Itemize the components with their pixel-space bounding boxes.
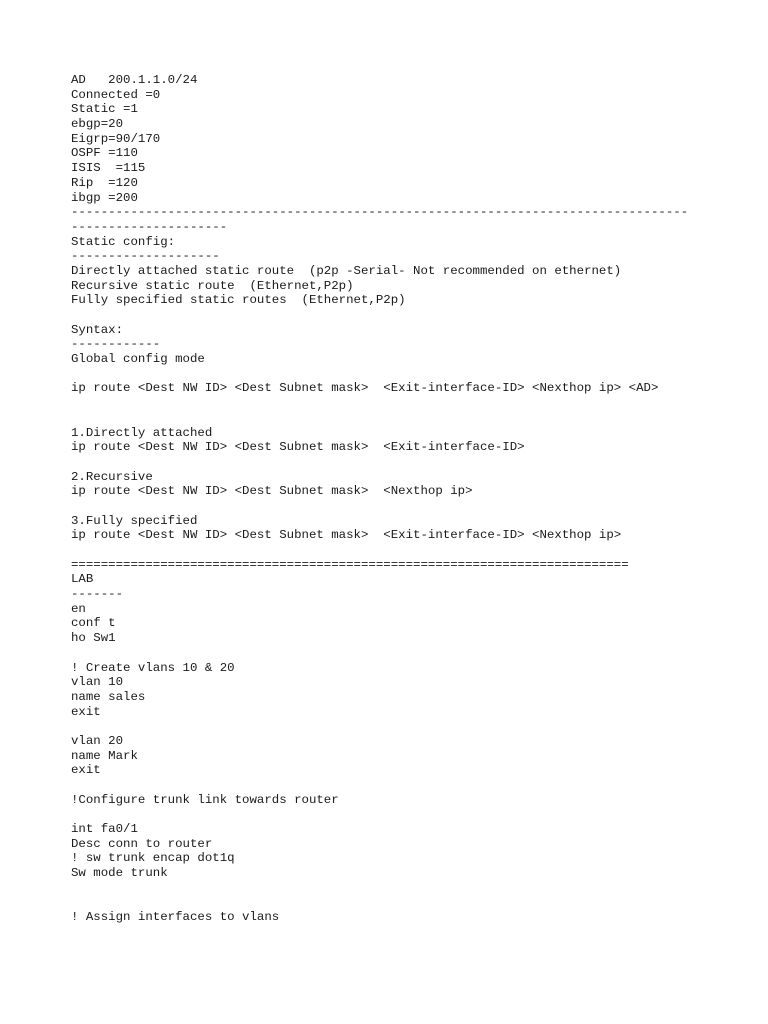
text-line bbox=[71, 367, 751, 382]
text-line: ! sw trunk encap dot1q bbox=[71, 851, 235, 866]
text-line: Static =1 bbox=[71, 102, 138, 117]
document-text-body bbox=[71, 73, 751, 925]
text-line: 1.Directly attached bbox=[71, 425, 213, 440]
text-line: 2.Recursive bbox=[71, 469, 153, 484]
text-line: Eigrp=90/170 bbox=[71, 131, 161, 146]
text-line: Global config mode bbox=[71, 352, 205, 367]
text-line bbox=[71, 455, 751, 470]
text-line: Rip =120 bbox=[71, 175, 138, 190]
text-line: !Configure trunk link towards router bbox=[71, 792, 339, 807]
text-line bbox=[71, 411, 751, 426]
text-line: exit bbox=[71, 704, 101, 719]
text-line bbox=[71, 778, 751, 793]
text-line: LAB bbox=[71, 572, 94, 587]
text-line: ip route <Dest NW ID> <Dest Subnet mask> <Exit-interface-ID> bbox=[71, 440, 525, 455]
text-line: ------- bbox=[71, 587, 124, 602]
text-line: 3.Fully specified bbox=[71, 513, 198, 528]
text-line: Desc conn to router bbox=[71, 836, 213, 851]
text-line bbox=[71, 807, 751, 822]
text-line: ibgp =200 bbox=[71, 190, 138, 205]
text-line: name Mark bbox=[71, 748, 138, 763]
text-line: ip route <Dest NW ID> <Dest Subnet mask> <Exit-interface-ID> <Nexthop ip> <AD> bbox=[71, 381, 659, 396]
text-line: ----------------------------------------------------------------------------------- bbox=[71, 205, 689, 220]
text-line: ------------ bbox=[71, 337, 161, 352]
text-line bbox=[71, 719, 751, 734]
text-line: en bbox=[71, 601, 86, 616]
text-line: OSPF =110 bbox=[71, 146, 138, 161]
text-line bbox=[71, 396, 751, 411]
text-line: Syntax: bbox=[71, 322, 124, 337]
text-line: =========================================================================== bbox=[71, 557, 629, 572]
text-line: Fully specified static routes (Ethernet,P2p) bbox=[71, 293, 406, 308]
text-line: --------------------- bbox=[71, 219, 228, 234]
text-line: Directly attached static route (p2p -Serial- Not recommended on ethernet) bbox=[71, 263, 622, 278]
text-line: Connected =0 bbox=[71, 87, 161, 102]
text-line bbox=[71, 881, 751, 896]
text-line: ho Sw1 bbox=[71, 631, 116, 646]
text-line: ip route <Dest NW ID> <Dest Subnet mask> <Exit-interface-ID> <Nexthop ip> bbox=[71, 528, 622, 543]
text-line: ! Assign interfaces to vlans bbox=[71, 910, 280, 925]
text-line: ! Create vlans 10 & 20 bbox=[71, 660, 235, 675]
text-line bbox=[71, 543, 751, 558]
text-line bbox=[71, 646, 751, 661]
text-line: Static config: bbox=[71, 234, 176, 249]
text-line: ebgp=20 bbox=[71, 117, 124, 132]
text-line: ISIS =115 bbox=[71, 161, 146, 176]
text-line: vlan 20 bbox=[71, 733, 124, 748]
text-line: -------------------- bbox=[71, 249, 220, 264]
text-line: conf t bbox=[71, 616, 116, 631]
text-line: Recursive static route (Ethernet,P2p) bbox=[71, 278, 354, 293]
text-line: vlan 10 bbox=[71, 675, 124, 690]
text-line bbox=[71, 896, 751, 911]
text-line bbox=[71, 308, 751, 323]
text-line: exit bbox=[71, 763, 101, 778]
text-line: Sw mode trunk bbox=[71, 866, 168, 881]
text-line: ip route <Dest NW ID> <Dest Subnet mask> <Nexthop ip> bbox=[71, 484, 473, 499]
text-line: int fa0/1 bbox=[71, 822, 138, 837]
text-line bbox=[71, 499, 751, 514]
text-line: AD 200.1.1.0/24 bbox=[71, 73, 198, 87]
text-line: name sales bbox=[71, 689, 146, 704]
